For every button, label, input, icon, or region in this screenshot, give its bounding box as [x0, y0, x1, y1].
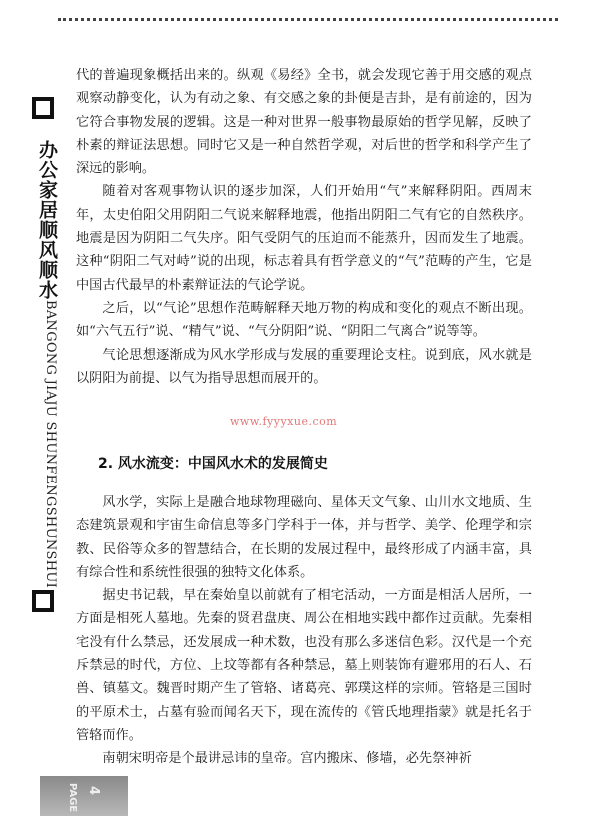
paragraph: 据史书记载，早在秦始皇以前就有了相宅活动，一方面是相活人居所，一方面是相死人墓地。先秦的贤君盘庚、周公在相地实践中都作过贡献。先秦相宅没有什么禁忌，还发展成一种术数，也没有那么多迷信色彩。汉代是一个充斥禁忌的时代，方位、上坟等都有各种禁忌，墓上则装饰有避邪用的石人、石兽、镇墓文。魏晋时期产生了管辂、诸葛亮、郭璞这样的宗师。管辂是三国时的平原术士，占墓有验而闻名天下，现在流传的《管氏地理指蒙》就是托名于管辂而作。	[76, 588, 532, 743]
paragraph: 风水学，实际上是融合地球物理磁向、星体天文气象、山川水文地质、生态建筑景观和宇宙生命信息等多门学科于一体，并与哲学、美学、伦理学和宗教、民俗等众多的智慧结合，在长期的发展过程中，最终形成了内涵丰富，具有综合性和系统性很强的独特文化体系。	[76, 495, 532, 580]
paragraph: 随着对客观事物认识的逐步加深，人们开始用“气”来解释阴阳。西周末年，太史伯阳父用阴阳二气说来解释地震，他指出阴阳二气有它的自然秩序。地震是因为阴阳二气失序。阳气受阴气的压迫而不能蒸升，因而发生了地震。这种“阴阳二气对峙”说的出现，标志着具有哲学意义的“气”范畴的产生，它是中国古代最早的朴素辩证法的气论学说。	[76, 184, 532, 293]
sidebar-title: 办公家居顺风顺水	[36, 140, 58, 300]
page-label: PAGE	[67, 783, 78, 813]
top-dotted-rule	[58, 18, 558, 21]
paragraph: 气论思想逐渐成为风水学形成与发展的重要理论支柱。说到底，风水就是以阴阳为前提、以气为指导思想而展开的。	[76, 347, 532, 386]
sidebar-pinyin: BANGONG JIAJU SHUNFENGSHUNSHUI	[43, 300, 58, 589]
sidebar-square-top	[32, 97, 54, 119]
sidebar-square-bottom	[32, 590, 54, 612]
paragraph: 之后，以“气论”思想作范畴解释天地万物的构成和变化的观点不断出现。如“六气五行”说、“精气”说、“气分阴阳”说、“阴阳二气离合”说等等。	[76, 300, 532, 340]
section-heading: 2. 风水流变：中国风水术的发展简史	[98, 456, 328, 472]
page-tab	[40, 776, 128, 816]
paragraph: 代的普遍现象概括出来的。纵观《易经》全书，就会发现它善于用交感的观点观察动静变化，认为有动之象、有交感之象的卦便是吉卦，是有前途的，因为它符合事物发展的逻辑。这是一种对世界一般事物最原始的哲学见解，反映了朴素的辩证法思想。同时它又是一种自然哲学观，对后世的哲学和科学产生了深远的影响。	[76, 68, 532, 177]
page-number: 4	[86, 786, 101, 796]
watermark: www.fyyyxue.com	[230, 415, 338, 428]
body-text-top	[76, 64, 532, 390]
body-text-bottom	[76, 491, 532, 771]
paragraph: 南朝宋明帝是个最讲忌讳的皇帝。宫内搬床、修墙，必先祭神祈	[102, 751, 472, 767]
